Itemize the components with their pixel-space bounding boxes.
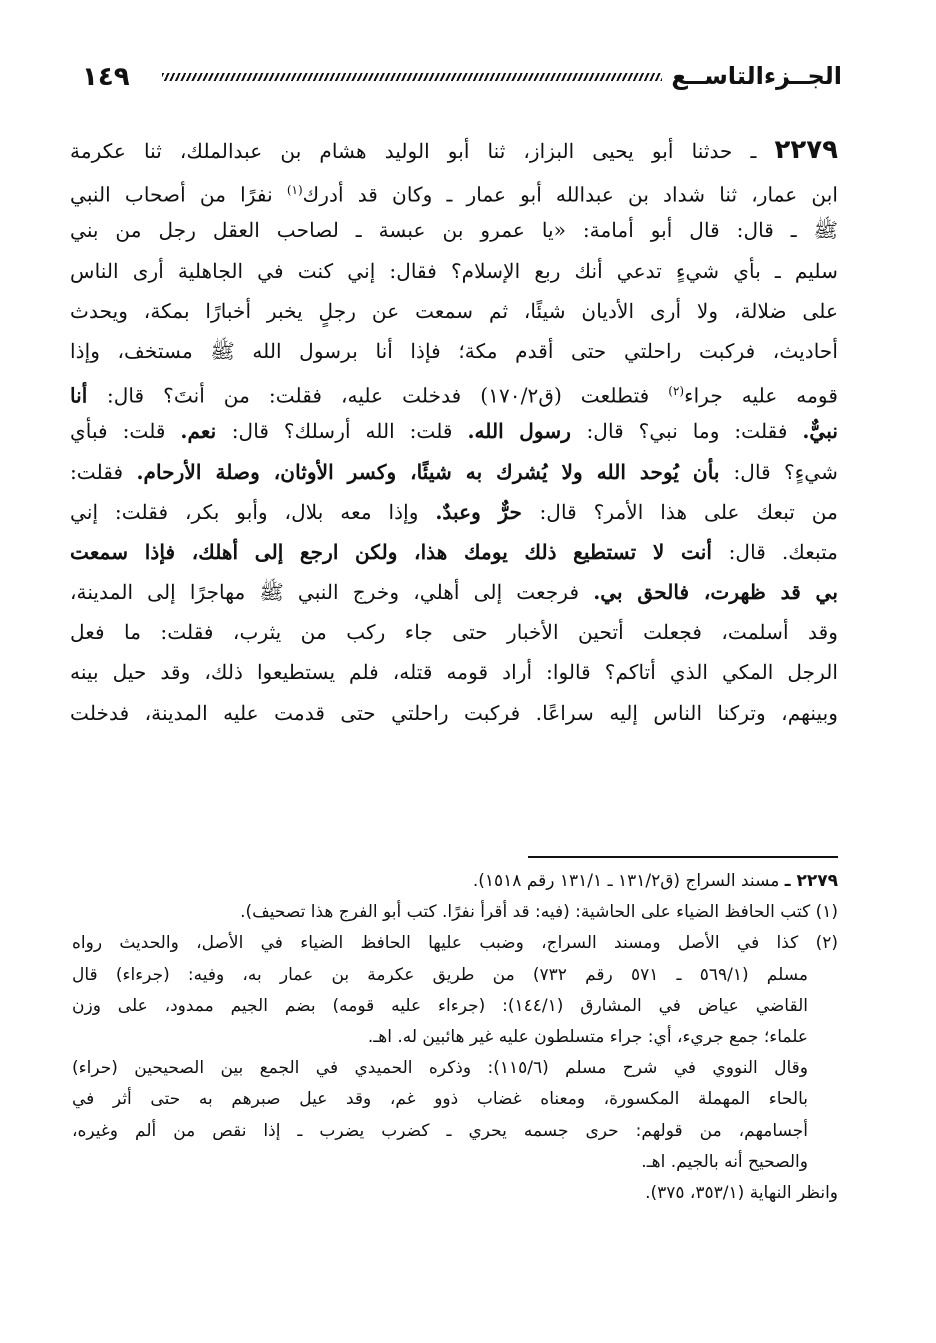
footnote-line [72,1178,838,1209]
body-line [70,291,838,331]
footnote-text: وقال النووي في شرح مسلم (١١٥/٦): وذكره الحميدي في الجمع بين الصحيحين (حراء) [72,1058,808,1079]
body-line [70,693,838,733]
header-ornamental-rule [162,73,662,81]
body-text: فتطلعت (ق١٧٠/٢) فدخلت عليه، فقلت: من أنتَ؟ قال: [106,383,669,408]
body-text: وبينهم، وتركنا الناس إليه سراعًا. فركبت راحلتي حتى قدمت عليه المدينة، فدخلت [70,700,838,725]
body-text: ﷺ ـ قال: قال أبو أمامة: «يا عمرو بن عبسة ـ لصاحب العقل رجل من بني [70,218,838,243]
body-text: وقد أسلمت، فجعلت أتحين الأخبار حتى جاء ركب من يثرب، فقلت: ما فعل [70,620,838,645]
footnote-line [72,991,838,1022]
body-line [70,251,838,291]
footnote-line [72,960,838,991]
body-text: الرجل المكي الذي أتاكم؟ قالوا: أراد قومه قتله، فلم يستطيعوا ذلك، وقد حيل بينه [70,660,838,685]
running-title: الجــزءالتاســع [671,62,842,90]
body-text: ابن عمار، ثنا شداد بن عبدالله أبو عمار ـ وكان قد أدرك [302,182,838,207]
body-text: وإذا معه بلال، وأبو بكر، فقلت: إني [70,499,436,524]
body-text: على ضلالة، ولا أرى الأديان شيئًا، ثم سمعت عن رجلٍ يخبر أخبارًا بمكة، ويحدث [70,298,838,323]
bold-phrase: بي قد ظهرت، فالحق بي. [593,580,838,605]
body-line [70,532,838,572]
body-text: سليم ـ بأي شيءٍ تدعي أنك ربع الإسلام؟ فقال: إني كنت في الجاهلية أرى الناس [70,258,838,283]
bold-phrase: نعم. [180,419,232,444]
footnote-line [72,897,838,928]
bold-phrase: حرٌّ وعبدٌ. [435,499,540,524]
footnote-text: والصحيح أنه بالجيم. اهـ. [641,1151,808,1172]
body-line [70,492,838,532]
footnote-text: علماء؛ جمع جريء، أي: جراء متسلطون عليه غير هائبين له. اهـ. [367,1026,808,1047]
body-line [70,210,838,250]
footnote-hadith-number: ٢٢٧٩ ـ [784,871,838,891]
body-line [70,331,838,371]
body-text: من تبعك على هذا الأمر؟ قال: [539,499,838,524]
footnote-line [72,866,838,897]
body-text: أحاديث، فركبت راحلتي حتى أقدم مكة؛ فإذا أنا برسول الله ﷺ مستخف، وإذا [70,338,838,363]
footnote-line [72,1022,838,1053]
footnote-line [72,1053,838,1084]
footnote-marker: (١) [286,183,303,198]
footnote-text: أجسامهم، من قولهم: حرى جسمه يحري ـ كضرب يضرب ـ إذا نقص من ألم وغيره، [72,1120,808,1141]
body-line [70,452,838,492]
body-text: فقلت: [70,459,137,484]
body-text: قلت: فبأي [70,419,181,444]
body-text: شيءٍ؟ قال: [733,459,838,484]
bold-phrase: رسول الله. [467,419,587,444]
body-line [70,130,838,170]
body-line [70,652,838,692]
body-text: فرجعت إلى أهلي، وخرج النبي ﷺ مهاجرًا إلى المدينة، [70,580,594,605]
footnote-text: (٢) كذا في الأصل ومسند السراج، وضبب عليها الحافظ الضياء في الأصل، والحديث رواه [72,933,838,954]
bold-phrase: بأن يُوحد الله ولا يُشرك به شيئًا، وكسر الأوثان، وصلة الأرحام. [136,459,734,484]
body-text: ـ حدثنا أبو يحيى البزاز، ثنا أبو الوليد هشام بن عبدالملك، ثنا عكرمة [70,139,775,163]
body-line [70,371,838,411]
bold-phrase: أنا [70,383,107,408]
body-line [70,411,838,451]
body-text: قلت: الله أرسلك؟ قال: [231,419,468,444]
page-header [82,60,842,94]
footnote-text: مسند السراج (ق١٣١/٢ ـ ١٣١/١ رقم ١٥١٨). [472,871,785,891]
footnote-marker: (٢) [668,384,685,399]
hadith-body [70,130,838,733]
body-line [70,612,838,652]
bold-phrase: أنت لا تستطيع ذلك يومك هذا، ولكن ارجع إلى أهلك، فإذا سمعت [70,539,729,564]
footnote-line [72,1116,838,1147]
page-number: ١٤٩ [82,62,130,92]
footnote-text: مسلم (٥٦٩/١ ـ ٥٧١ رقم ٧٣٢) من طريق عكرمة بن عمار به، وفيه: (جرءاء) قال [72,964,808,985]
hadith-number: ٢٢٧٩ [774,135,838,165]
body-line [70,170,838,210]
footnote-line [72,928,838,959]
footnote-separator [528,856,838,858]
body-text: فقلت: وما نبي؟ قال: [586,419,803,444]
bold-phrase: نبيٌّ. [802,419,838,444]
body-text: متبعك. قال: [728,539,838,564]
footnote-text: بالحاء المهملة المكسورة، ومعناه غضاب ذوو غم، وقد عيل صبرهم به حتى أثر في [72,1089,808,1110]
body-text: قومه عليه جراء [684,383,838,408]
body-text: نفرًا من أصحاب النبي [70,182,287,207]
footnote-text: (١) كتب الحافظ الضياء على الحاشية: (فيه: قد أقرأ نفرًا. كتب أبو الفرج هذا تصحيف). [240,902,838,923]
footnote-text: القاضي عياض في المشارق (١٤٤/١): (جرءاء عليه قومه) بضم الجيم ممدود، على وزن [72,995,808,1016]
footnote-line [72,1084,838,1115]
footnote-line [72,1147,838,1178]
footnotes [72,866,838,1209]
footnote-text: وانظر النهاية (٣٥٣/١، ٣٧٥). [645,1182,838,1203]
body-line [70,572,838,612]
